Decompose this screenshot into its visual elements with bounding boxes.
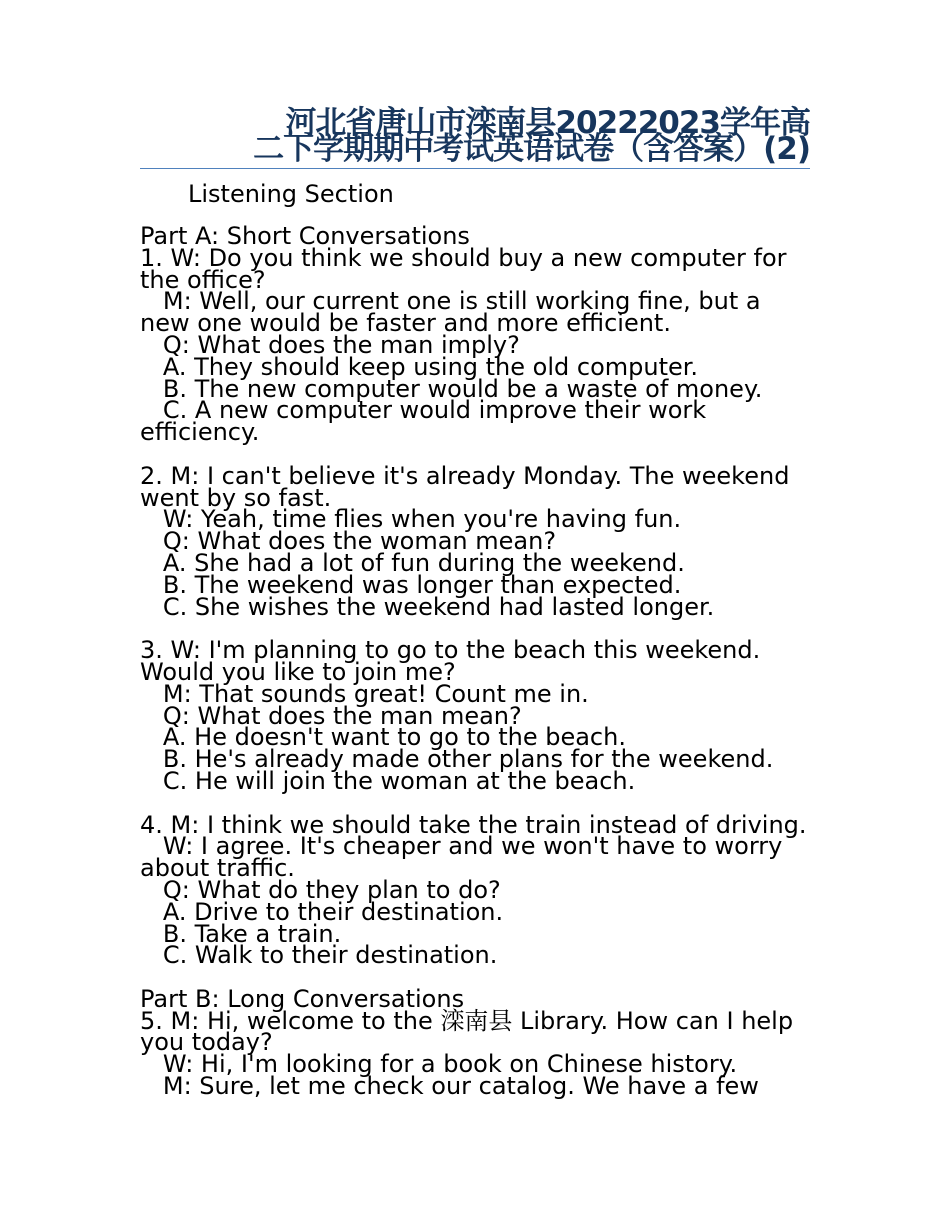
part-b-heading: Part B: Long Conversations (140, 984, 465, 1013)
q2-line-1: 2. M: I can't believe it's already Monday. The weekend (140, 461, 790, 490)
q5-line-3: W: Hi, I'm looking for a book on Chinese history. (140, 1050, 738, 1079)
q4-option-c: C. Walk to their destination. (140, 941, 498, 970)
title-line-2: 二下学期期中考试英语试卷（含答案）(2) (253, 131, 810, 167)
q2-option-c: C. She wishes the weekend had lasted longer. (140, 592, 715, 621)
title-block (140, 105, 810, 169)
q2-line-2: went by so fast. (140, 483, 332, 512)
q3-question: Q: What does the man mean? (140, 701, 522, 730)
part-a-heading: Part A: Short Conversations (140, 222, 470, 250)
section-heading: Listening Section (188, 180, 394, 208)
q1-line-2: the office? (140, 265, 266, 294)
q1-line-4: new one would be faster and more efficient. (140, 309, 671, 338)
q1-option-c: C. A new computer would improve their work (140, 396, 707, 425)
document-body (140, 222, 810, 1101)
q4-line-1: 4. M: I think we should take the train instead of driving. (140, 810, 807, 839)
q1-option-b: B. The new computer would be a waste of money. (140, 374, 763, 403)
q1-line-1: 1. W: Do you think we should buy a new computer for (140, 243, 787, 272)
q3-line-1: 3. W: I'm planning to go to the beach this weekend. (140, 636, 761, 665)
q3-line-2: Would you like to join me? (140, 657, 456, 686)
q3-option-c: C. He will join the woman at the beach. (140, 766, 636, 795)
q1-question: Q: What does the man imply? (140, 330, 520, 359)
q2-line-3: W: Yeah, time flies when you're having fun. (140, 505, 682, 534)
q4-option-b: B. Take a train. (140, 919, 342, 948)
q1-line-3: M: Well, our current one is still working fine, but a (140, 287, 761, 316)
q3-line-3: M: That sounds great! Count me in. (140, 679, 589, 708)
q5-line-1: 5. M: Hi, welcome to the 滦南县 Library. How can I help (140, 1006, 794, 1035)
q4-line-3: about traffic. (140, 854, 295, 883)
q5-line-2: you today? (140, 1028, 273, 1057)
title-underline (140, 168, 810, 169)
q4-line-2: W: I agree. It's cheaper and we won't have to worry (140, 832, 783, 861)
q1-option-a: A. They should keep using the old computer. (140, 352, 699, 381)
q2-question: Q: What does the woman mean? (140, 527, 557, 556)
q2-option-b: B. The weekend was longer than expected. (140, 570, 682, 599)
q2-option-a: A. She had a lot of fun during the weekend. (140, 548, 685, 577)
page-title (140, 105, 810, 167)
q3-option-a: A. He doesn't want to go to the beach. (140, 723, 626, 752)
q4-question: Q: What do they plan to do? (140, 875, 501, 904)
q5-line-4: M: Sure, let me check our catalog. We have a few (140, 1072, 759, 1101)
title-line-1: 河北省唐山市滦南县20222023学年高 (285, 105, 810, 141)
q1-option-c-cont: efficiency. (140, 418, 260, 447)
q3-option-b: B. He's already made other plans for the weekend. (140, 745, 774, 774)
q4-option-a: A. Drive to their destination. (140, 897, 504, 926)
